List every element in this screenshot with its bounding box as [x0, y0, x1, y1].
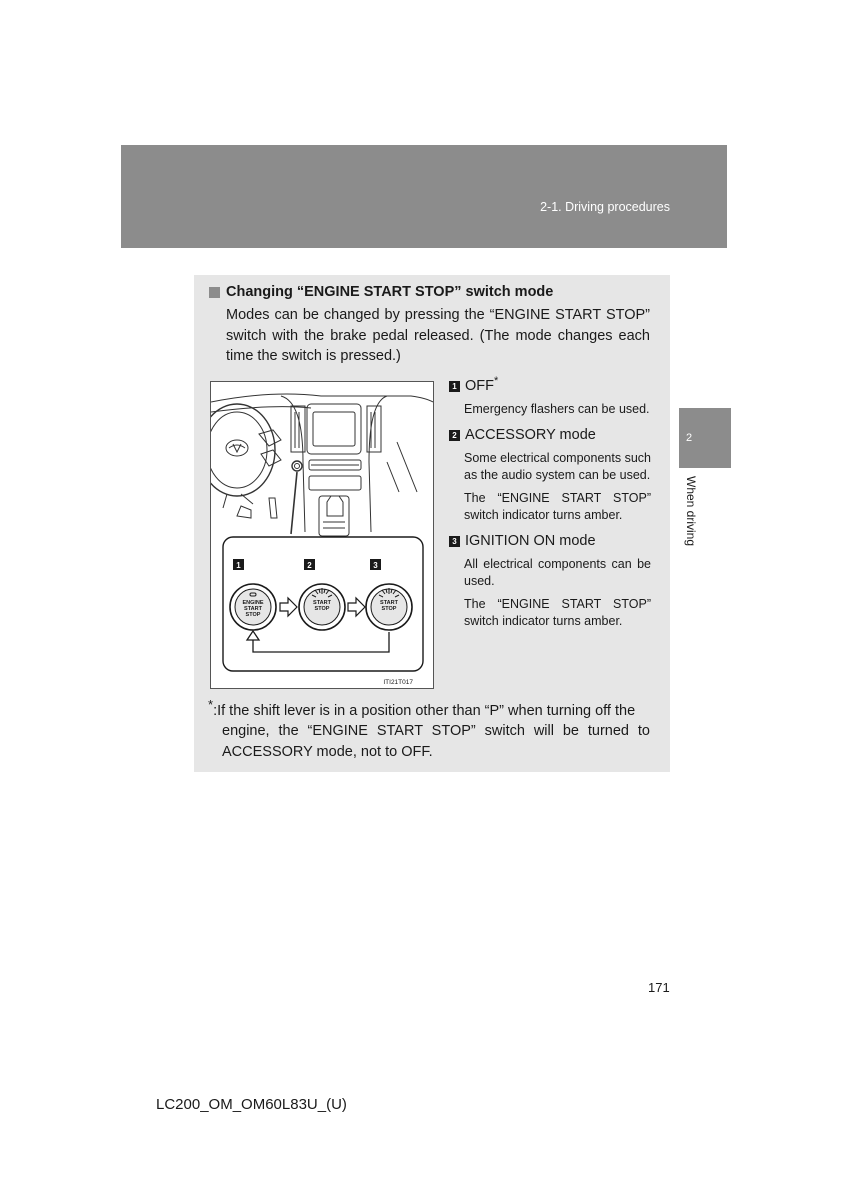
- intro-paragraph: Modes can be changed by pressing the “ENGINE START STOP” switch with the brake pedal released. (The mode changes each time the switch is pressed.): [226, 307, 650, 364]
- document-code: LC200_OM_OM60L83U_(U): [156, 1096, 347, 1113]
- chapter-tab: [679, 408, 731, 468]
- svg-text:STOP: STOP: [381, 606, 397, 612]
- figure-code: ITI21T017: [383, 679, 413, 686]
- callout-3: 3: [373, 561, 378, 570]
- mode-list: [449, 375, 651, 636]
- mode-title: [449, 375, 651, 397]
- mode-title: [449, 424, 651, 446]
- panel-heading-text: Changing “ENGINE START STOP” switch mode: [226, 284, 554, 300]
- svg-text:START: START: [313, 600, 331, 606]
- svg-text:START: START: [380, 600, 398, 606]
- chapter-number: 2: [686, 432, 693, 444]
- mode-title-text: ACCESSORY mode: [465, 427, 596, 443]
- mode-description: The “ENGINE START STOP” switch indicator turns amber.: [464, 491, 651, 522]
- mode-description: The “ENGINE START STOP” switch indicator turns amber.: [464, 597, 651, 628]
- footnote-mark: *: [208, 697, 214, 712]
- mode-description: All electrical components can be used.: [464, 557, 651, 588]
- asterisk-mark: *: [494, 375, 499, 387]
- footnote: [208, 695, 650, 762]
- svg-text:STOP: STOP: [314, 606, 330, 612]
- mode-item-off: [449, 375, 651, 418]
- panel-heading: [209, 284, 553, 300]
- number-badge: 3: [449, 536, 460, 547]
- mode-title: [449, 530, 651, 552]
- header-band: [121, 145, 727, 248]
- square-bullet-icon: [209, 287, 220, 298]
- footnote-first-line: :If the shift lever is in a position other than “P” when turning off the: [213, 702, 636, 719]
- mode-description: Some electrical components such as the audio system can be used.: [464, 451, 651, 482]
- footnote-continuation: engine, the “ENGINE START STOP” switch will be turned to ACCESSORY mode, not to OFF.: [222, 723, 650, 760]
- mode-title-text: IGNITION ON mode: [465, 533, 596, 549]
- info-panel: [194, 275, 670, 772]
- mode-title-text: OFF: [465, 378, 494, 394]
- svg-text:ENGINE: ENGINE: [242, 600, 264, 606]
- svg-text:START: START: [244, 606, 262, 612]
- svg-text:STOP: STOP: [245, 612, 261, 618]
- mode-item-accessory: [449, 424, 651, 524]
- section-title: 2-1. Driving procedures: [540, 200, 670, 214]
- dashboard-drawing: [211, 382, 433, 688]
- switch-illustration: [210, 381, 434, 689]
- mode-description: Emergency flashers can be used.: [464, 402, 650, 416]
- callout-2: 2: [307, 561, 312, 570]
- number-badge: 2: [449, 430, 460, 441]
- number-badge: 1: [449, 381, 460, 392]
- page-number: 171: [648, 980, 670, 995]
- mode-item-ignition-on: [449, 530, 651, 630]
- chapter-label: When driving: [684, 476, 698, 547]
- callout-1: 1: [236, 561, 241, 570]
